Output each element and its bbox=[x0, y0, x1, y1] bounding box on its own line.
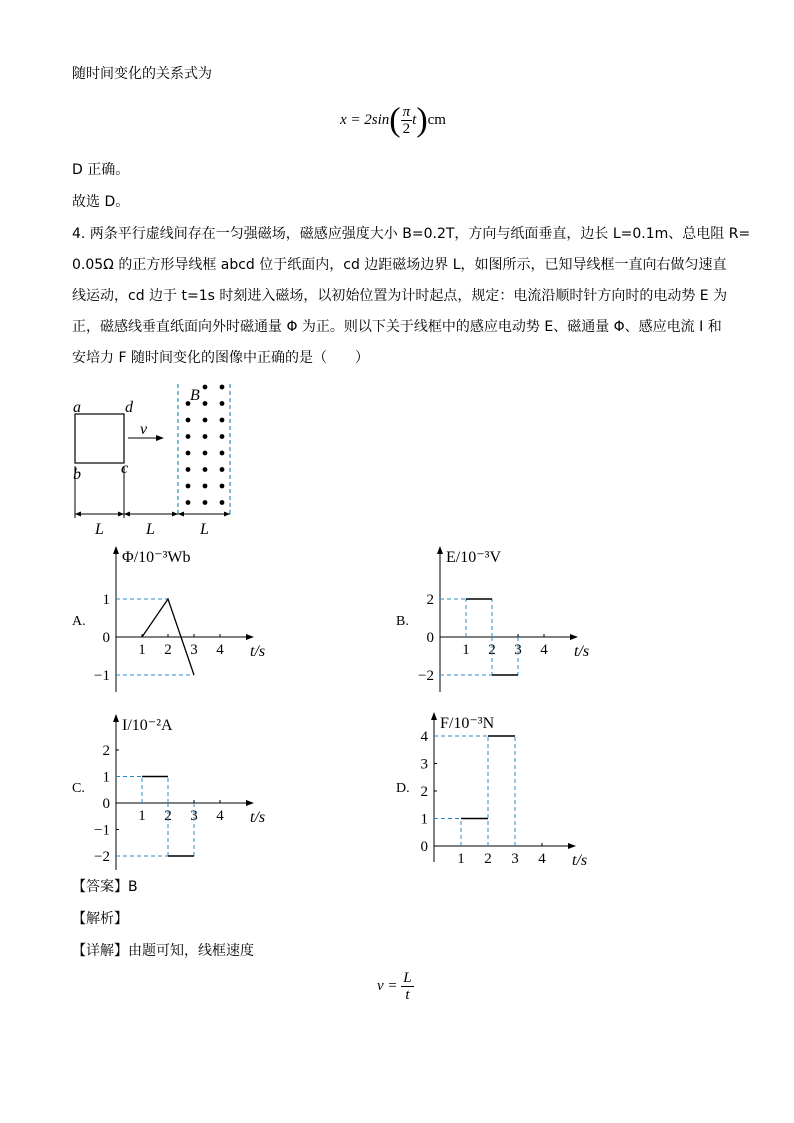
x-tick-label: 2 bbox=[488, 642, 496, 658]
option-d-label: D. bbox=[396, 781, 410, 796]
y-tick-label: −2 bbox=[418, 668, 434, 684]
question-4-line-5: 安培力 F 随时间变化的图像中正确的是（ ） bbox=[72, 350, 369, 366]
label-c: c bbox=[121, 460, 129, 477]
chart-b-emf bbox=[412, 544, 612, 694]
y-tick-label: 0 bbox=[102, 796, 110, 812]
label-b: b bbox=[73, 466, 81, 483]
option-c-label: C. bbox=[72, 781, 85, 796]
y-tick-label: 1 bbox=[420, 811, 428, 828]
setup-figure bbox=[60, 378, 260, 534]
y-tick-label: 1 bbox=[102, 592, 110, 608]
field-dot bbox=[220, 401, 225, 406]
field-dot bbox=[203, 401, 208, 406]
formula-x-unit: cm bbox=[427, 112, 446, 128]
field-dot bbox=[203, 484, 208, 489]
formula-x-lhs: x = 2sin bbox=[340, 112, 390, 128]
x-tick-label: 3 bbox=[190, 808, 198, 824]
x-tick-label: 1 bbox=[457, 851, 465, 867]
y-tick-label: 2 bbox=[102, 743, 110, 759]
question-4-line-3: 线运动，cd 边于 t=1s 时刻进入磁场，以初始位置为计时起点，规定：电流沿顺时针方向时的电动势 E 为 bbox=[72, 288, 728, 304]
x-tick-label: 1 bbox=[138, 808, 146, 824]
field-dot bbox=[203, 418, 208, 423]
x-tick-label: 3 bbox=[190, 642, 198, 658]
formula-x-den: 2 bbox=[402, 121, 411, 138]
field-dot bbox=[220, 385, 225, 390]
option-a-label: A. bbox=[72, 614, 86, 629]
label-a: a bbox=[73, 399, 81, 416]
question-4-line-1: 4. 两条平行虚线间存在一匀强磁场，磁感应强度大小 B=0.2T，方向与纸面垂直，边长 L=0.1m、总电阻 R= bbox=[72, 226, 751, 242]
formula-x: x = 2sin( $\frac{\pi}{2}$ t)cm bbox=[340, 101, 446, 139]
x-axis-label: t/s bbox=[250, 809, 266, 826]
label-v: v bbox=[140, 421, 148, 438]
x-axis-label: t/s bbox=[574, 643, 590, 660]
text-d-correct: D 正确。 bbox=[72, 162, 130, 178]
field-dot bbox=[220, 484, 225, 489]
y-axis-arrow bbox=[437, 546, 443, 554]
label-B: B bbox=[190, 387, 200, 404]
chart-a-flux bbox=[86, 544, 286, 694]
x-tick-label: 4 bbox=[538, 851, 546, 867]
chart-c-current bbox=[86, 712, 286, 872]
field-dot bbox=[220, 434, 225, 439]
field-dot bbox=[203, 451, 208, 456]
question-4-line-2: 0.05Ω 的正方形导线框 abcd 位于纸面内，cd 边距磁场边界 L，如图所示，已知导线框一直向右做匀速直 bbox=[72, 257, 727, 273]
field-dot bbox=[186, 418, 191, 423]
field-dot bbox=[203, 434, 208, 439]
y-axis-label: Φ/10⁻³Wb bbox=[122, 549, 191, 566]
dimension-L-2: L bbox=[146, 521, 155, 534]
y-tick-label: 4 bbox=[420, 729, 428, 745]
y-axis-arrow bbox=[431, 712, 437, 720]
x-tick-label: 1 bbox=[462, 642, 470, 658]
x-tick-label: 2 bbox=[164, 642, 172, 658]
x-axis-arrow bbox=[246, 634, 254, 640]
y-tick-label: −1 bbox=[94, 668, 110, 684]
field-dot bbox=[220, 467, 225, 472]
x-tick-label: 2 bbox=[484, 851, 492, 867]
field-dot bbox=[220, 500, 225, 505]
formula-v bbox=[377, 966, 414, 1006]
formula-x-num: π bbox=[402, 104, 411, 121]
y-tick-label: 0 bbox=[102, 630, 110, 646]
field-dot bbox=[186, 467, 191, 472]
x-tick-label: 4 bbox=[540, 642, 548, 658]
field-dot bbox=[186, 484, 191, 489]
answer-line: 【答案】B bbox=[72, 879, 138, 895]
y-tick-label: 0 bbox=[420, 839, 428, 855]
x-axis-arrow bbox=[568, 843, 576, 849]
formula-x-var: t bbox=[412, 112, 417, 128]
formula-v-num: L bbox=[403, 970, 412, 987]
detail-line: 【详解】由题可知，线框速度 bbox=[72, 943, 254, 959]
x-tick-label: 3 bbox=[511, 851, 519, 867]
y-axis-label: F/10⁻³N bbox=[440, 715, 495, 732]
wire-frame-square bbox=[75, 414, 124, 463]
x-axis-label: t/s bbox=[250, 643, 266, 660]
x-tick-label: 4 bbox=[216, 808, 224, 824]
field-dot bbox=[186, 434, 191, 439]
x-axis-label: t/s bbox=[572, 852, 588, 869]
y-tick-label: −1 bbox=[94, 822, 110, 839]
option-b-label: B. bbox=[396, 614, 409, 629]
formula-v-den: t bbox=[405, 987, 410, 1004]
dimension-L-3: L bbox=[200, 521, 209, 534]
x-axis-arrow bbox=[246, 800, 254, 806]
y-axis-label: I/10⁻²A bbox=[122, 717, 173, 734]
field-dot bbox=[203, 385, 208, 390]
field-dot bbox=[220, 451, 225, 456]
question-4-line-4: 正，磁感线垂直纸面向外时磁通量 Φ 为正。则以下关于线框中的感应电动势 E、磁通量 Φ、感应电流 I 和 bbox=[72, 319, 722, 335]
velocity-arrowhead bbox=[156, 435, 164, 441]
x-tick-label: 1 bbox=[138, 642, 146, 658]
text-line-1: 随时间变化的关系式为 bbox=[72, 66, 212, 82]
field-dot bbox=[220, 418, 225, 423]
y-tick-label: 2 bbox=[420, 784, 428, 800]
field-dot bbox=[203, 467, 208, 472]
y-axis-arrow bbox=[113, 714, 119, 722]
dimension-L-1: L bbox=[95, 521, 104, 534]
field-dot bbox=[186, 500, 191, 505]
chart-d-force bbox=[412, 710, 612, 870]
x-axis-arrow bbox=[570, 634, 578, 640]
x-tick-label: 3 bbox=[514, 642, 522, 658]
text-choose-d: 故选 D。 bbox=[72, 194, 130, 210]
label-d: d bbox=[125, 399, 133, 416]
y-tick-label: 0 bbox=[426, 630, 434, 646]
field-dot bbox=[203, 500, 208, 505]
y-tick-label: −2 bbox=[94, 849, 110, 865]
x-tick-label: 2 bbox=[164, 808, 172, 824]
y-tick-label: 1 bbox=[102, 769, 110, 786]
y-tick-label: 3 bbox=[420, 756, 428, 773]
field-dot bbox=[186, 451, 191, 456]
analysis-heading: 【解析】 bbox=[72, 911, 128, 927]
y-axis-arrow bbox=[113, 546, 119, 554]
formula-v-lhs: v = bbox=[377, 978, 398, 994]
y-tick-label: 2 bbox=[426, 592, 434, 608]
y-axis-label: E/10⁻³V bbox=[446, 549, 502, 566]
x-tick-label: 4 bbox=[216, 642, 224, 658]
